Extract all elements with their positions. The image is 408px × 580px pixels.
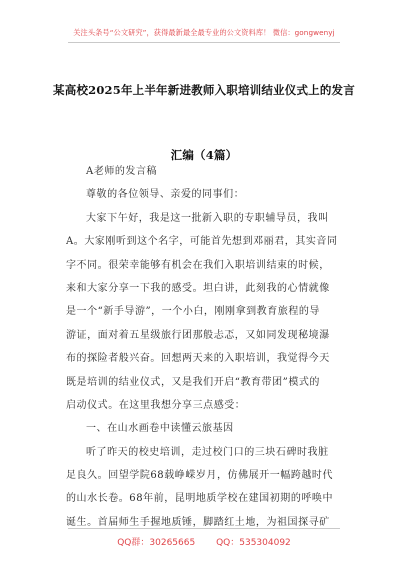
paragraph-line: 启动仪式。在这里我想分享三点感受： [66,399,246,411]
footer-divider [68,528,340,529]
paragraph-line: A。大家刚听到这个名字，可能首先想到邓丽君，其实音同 [66,236,338,248]
paragraph-line: 是一个“新手导游”，一个小白，刚刚拿到教育旅程的导 [66,306,320,318]
paragraph-line: 游证，面对着五星级旅行团那般忐忑，又如同发现秘境瀑 [66,329,330,341]
paragraph-line: 诞生。首届师生手握地质锤，脚踏红土地，为祖国探寻矿 [66,516,330,528]
paragraph-line: 布的探险者般兴奋。回想两天来的入职培训，我觉得今天 [66,353,330,365]
paragraph-line: 足良久。回望学院68载峥嵘岁月，仿佛展开一幅跨越时代 [66,470,334,482]
document-body [66,160,343,534]
document-title: 某高校2025年上半年新进教师入职培训结业仪式上的发言 [53,83,355,97]
section-heading: A老师的发言稿 [86,166,158,177]
paragraph-line: 既是培训的结业仪式，又是我们开启“教育带团”模式的 [66,376,320,388]
footer-qq-group: QQ群：30265665 [117,538,196,548]
section-heading: 一、在山水画卷中读懂云旅基因 [86,423,234,435]
salutation: 尊敬的各位领导、亲爱的同事们： [86,189,245,201]
paragraph-line: 的山水长卷。68年前，昆明地质学校在建国初期的呼唤中 [66,493,334,505]
document-title-subtitle: 汇编（4篇） [170,148,238,162]
paragraph-line: 听了昨天的校史培训，走过校门口的三块石碑时我脏 [86,446,329,458]
footer-qq: QQ：535304092 [216,538,291,548]
paragraph-line: 来和大家分享一下我的感受。坦白讲，此刻我的心情就像 [66,282,330,294]
footer-contact [0,535,408,548]
paragraph-line: 大家下午好，我是这一批新入职的专职辅导员，我叫 [86,212,329,224]
paragraph-line: 字不同。很荣幸能够有机会在我们入职培训结束的时候， [66,259,330,271]
header-notice: 关注头条号“公文研究”，获得最新最全最专业的公文资料库！ 微信：gongwenyj [73,28,335,37]
header-divider [68,42,340,43]
